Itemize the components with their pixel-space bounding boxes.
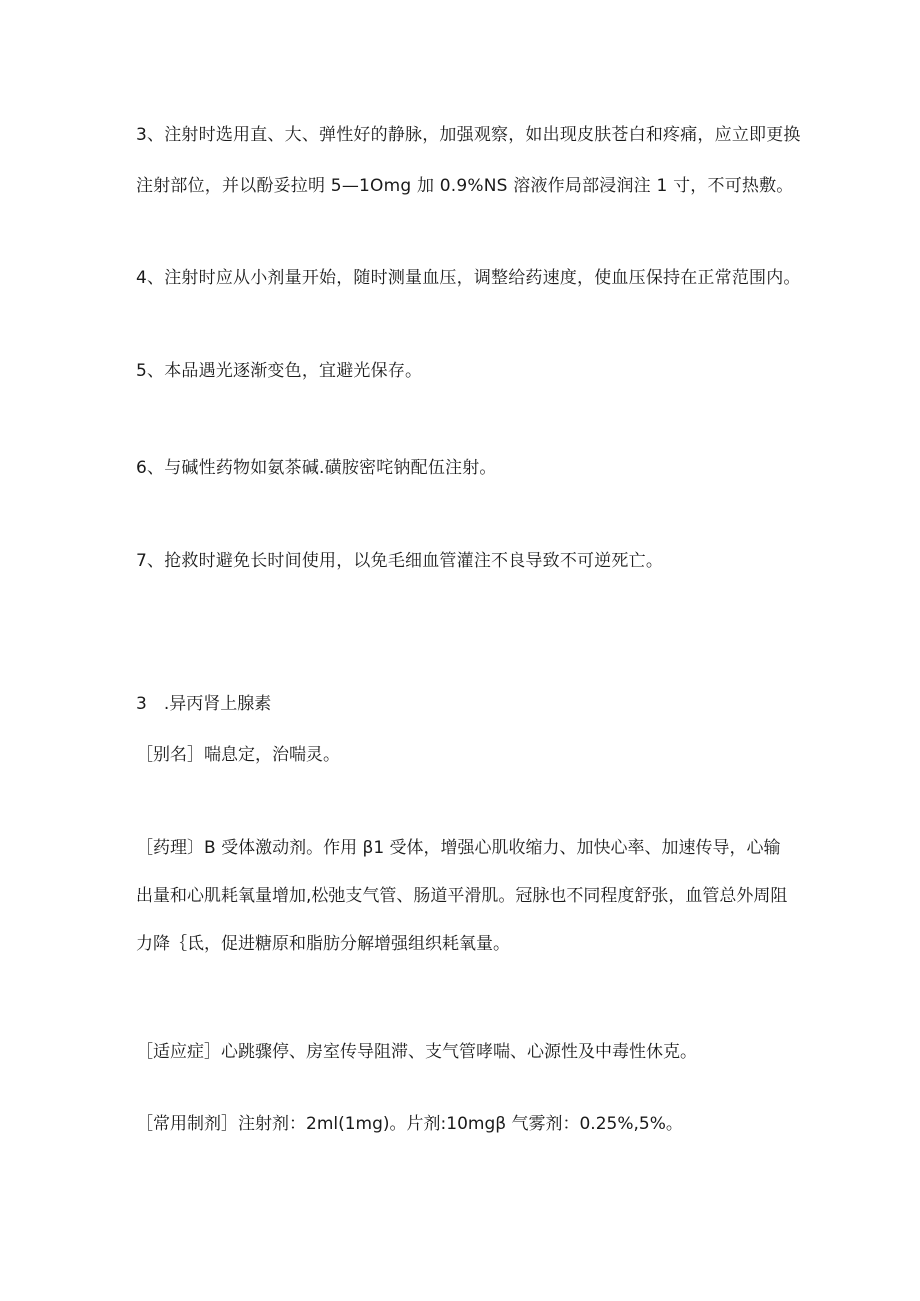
note-item-6: 6、与碱性药物如氨茶碱.磺胺密咤钠配伍注射。 bbox=[136, 458, 497, 478]
drug-heading: 3 .异丙肾上腺素 bbox=[136, 694, 272, 714]
drug-indications: ［适应症］心跳骤停、房室传导阻滞、支气管哮喘、心源性及中毒性休克。 bbox=[136, 1042, 697, 1062]
note-item-3-line-2: 注射部位，并以酚妥拉明 5—1Omg 加 0.9%NS 溶液作局部浸润注 1 寸，不可热敷。 bbox=[136, 176, 794, 196]
drug-pharmacology-line-1: ［药理〕B 受体激动剂。作用 β1 受体，增强心肌收缩力、加快心率、加速传导，心输 bbox=[136, 838, 781, 858]
note-item-5: 5、本品遇光逐渐变色，宜避光保存。 bbox=[136, 361, 423, 381]
note-item-4: 4、注射时应从小剂量开始，随时测量血压，调整给药速度，使血压保持在正常范围内。 bbox=[136, 268, 801, 288]
drug-pharmacology-line-3: 力降｛氐，促进糖原和脂肪分解增强组织耗氧量。 bbox=[136, 934, 510, 954]
note-item-3-line-1: 3、注射时选用直、大、弹性好的静脉，加强观察，如出现皮肤苍白和疼痛，应立即更换 bbox=[136, 125, 801, 145]
drug-pharmacology-line-2: 出量和心肌耗氧量增加,松弛支气管、肠道平滑肌。冠脉也不同程度舒张，血管总外周阻 bbox=[136, 886, 788, 906]
drug-preparations: ［常用制剂］注射剂：2ml(1mg)。片剂:10mgβ 气雾剂：0.25%,5%。 bbox=[136, 1114, 683, 1134]
note-item-7: 7、抢救时避免长时间使用，以免毛细血管灌注不良导致不可逆死亡。 bbox=[136, 551, 664, 571]
drug-alias: ［别名］喘息定，治喘灵。 bbox=[136, 745, 340, 765]
